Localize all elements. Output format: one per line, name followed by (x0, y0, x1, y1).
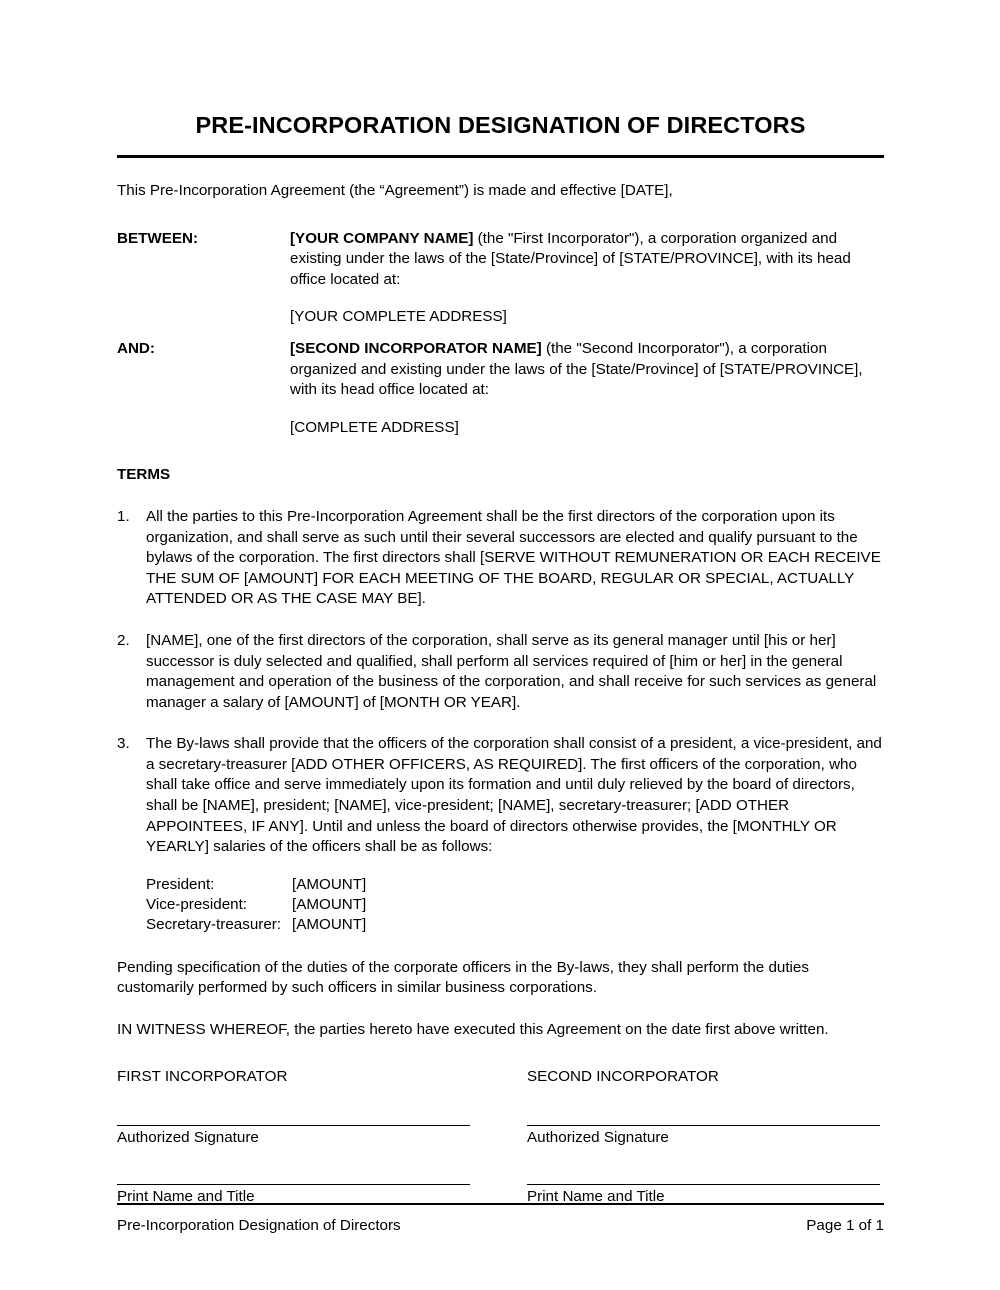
clause-1-number: 1. (117, 507, 130, 525)
salary-amount-president: [AMOUNT] (292, 875, 367, 893)
salary-role-president: President: (146, 875, 215, 893)
salary-role-vice-president: Vice-president: (146, 896, 248, 914)
clause-3-text: The By-laws shall provide that the officers of the corporation shall consist of a president, a vice-president, and a secretary-treasurer [ADD OTHER OFFICERS, AS REQUIRED]. The first officers of the corporation, who shall take office and serve immediately upon its formation and until duly relieved by the board of directors, shall be [NAME], president; [NAME], vice-president; [NAME], secretary-treasurer; [ADD OTHER APPOINTEES, IF ANY]. Until and unless the board of directors otherwise provides, the [MONTHLY OR YEARLY] salaries of the officers shall be as follows: (146, 735, 882, 856)
document-body (117, 0, 884, 1207)
table-row (146, 875, 366, 895)
first-incorporator-address: [YOUR COMPLETE ADDRESS] (290, 308, 507, 326)
title-divider (117, 155, 884, 158)
clause-2-number: 2. (117, 631, 130, 649)
footer-document-name: Pre-Incorporation Designation of Directors (117, 1217, 401, 1234)
party-label-between: BETWEEN: (117, 229, 198, 247)
signature-column-second (527, 1067, 880, 1208)
salary-role-secretary-treasurer: Secretary-treasurer: (146, 916, 282, 934)
clause-2 (117, 631, 884, 713)
salary-amount-secretary-treasurer: [AMOUNT] (292, 916, 367, 934)
second-incorporator-heading: SECOND INCORPORATOR (527, 1067, 719, 1085)
intro-paragraph: This Pre-Incorporation Agreement (the “Agreement”) is made and effective [DATE], (117, 182, 673, 200)
first-incorporator-heading: FIRST INCORPORATOR (117, 1067, 288, 1085)
party-details-first (290, 229, 884, 328)
first-incorporator-name: [YOUR COMPANY NAME] (290, 229, 474, 247)
second-incorporator-address: [COMPLETE ADDRESS] (290, 418, 459, 436)
first-signature-caption: Authorized Signature (117, 1129, 259, 1147)
second-incorporator-name: [SECOND INCORPORATOR NAME] (290, 339, 542, 357)
salary-amount-vice-president: [AMOUNT] (292, 896, 367, 914)
table-row (146, 915, 366, 935)
duties-paragraph: Pending specification of the duties of the corporate officers in the By-laws, they shall perform the duties customarily performed by such officers in similar business corporations. (117, 958, 809, 997)
clause-1-text: All the parties to this Pre-Incorporation Agreement shall be the first directors of the corporation upon its organization, and shall serve as such until their several successors are elected and qualify pursuant to the bylaws of the corporation. The first directors shall [SERVE WITHOUT REMUNERATION OR EACH RECEIVE THE SUM OF [AMOUNT] FOR EACH MEETING OF THE BOARD, REGULAR OR SPECIAL, ACTUALLY ATTENDED OR AS THE CASE MAY BE]. (146, 507, 881, 608)
first-name-caption: Print Name and Title (117, 1187, 255, 1205)
signature-area (117, 1067, 884, 1208)
clause-2-text: [NAME], one of the first directors of the corporation, shall serve as its general manager until [his or her] successor is duly selected and qualified, shall perform all services required of [him or her] in the general management and operation of the business of the corporation, and shall receive for such services as general manager a salary of [AMOUNT] of [MONTH OR YEAR]. (146, 631, 877, 711)
signature-column-first (117, 1067, 470, 1208)
table-row (146, 895, 366, 915)
page-footer (117, 1203, 884, 1237)
page-title: PRE-INCORPORATION DESIGNATION OF DIRECTORS (195, 112, 806, 138)
party-block-first (117, 229, 884, 328)
second-incorporator-description: (the "Second Incorporator"), a corporation organized and existing under the laws of the [State/Province] of [STATE/PROVINCE], with its head office located at: (290, 339, 863, 399)
witness-paragraph: IN WITNESS WHEREOF, the parties hereto have executed this Agreement on the date first above written. (117, 1020, 829, 1038)
second-name-caption: Print Name and Title (527, 1187, 665, 1205)
officer-salary-table (146, 875, 366, 936)
footer-row (117, 1205, 884, 1237)
clause-1 (117, 507, 884, 610)
clause-3 (117, 734, 884, 858)
footer-page-number: Page 1 of 1 (806, 1217, 884, 1234)
first-incorporator-description: (the "First Incorporator"), a corporation organized and existing under the laws of the [State/Province] of [STATE/PROVINCE], with its head office located at: (290, 229, 851, 288)
party-block-second (117, 339, 884, 438)
clause-3-number: 3. (117, 735, 130, 753)
second-signature-caption: Authorized Signature (527, 1129, 669, 1147)
terms-heading: TERMS (117, 466, 171, 484)
party-details-second (290, 339, 884, 438)
party-label-and: AND: (117, 339, 155, 357)
